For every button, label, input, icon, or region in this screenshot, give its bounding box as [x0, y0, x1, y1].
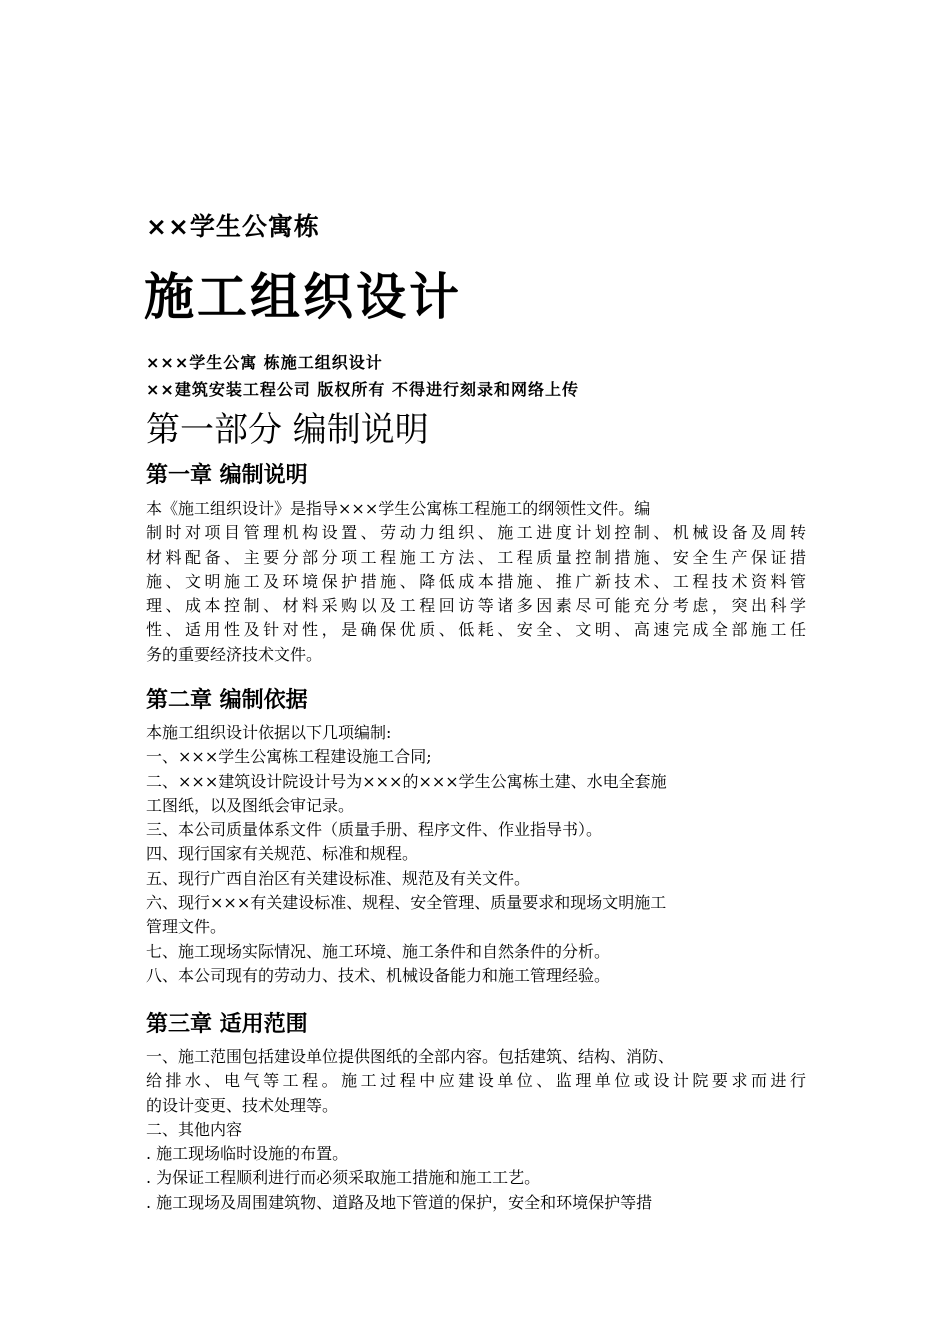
body-line: . 施工现场及周围建筑物、道路及地下管道的保护，安全和环境保护等措 [146, 1192, 653, 1212]
chapter-heading: 第二章 编制依据 [146, 688, 308, 713]
body-line: 二、其他内容 [146, 1119, 243, 1139]
chapter-heading: 第一章 编制说明 [146, 463, 308, 488]
body-line: 工图纸，以及图纸会审记录。 [146, 795, 355, 815]
body-line: . 为保证工程顺利进行而必须采取施工措施和施工工艺。 [146, 1168, 541, 1188]
body-line: 四、现行国家有关规范、标准和规程。 [146, 844, 419, 864]
document-subtitle: ××学生公寓栋 [146, 212, 320, 241]
body-line: 本《施工组织设计》是指导×××学生公寓栋工程施工的纲领性文件。编 [146, 499, 651, 518]
chapter-body [146, 721, 806, 988]
chapter-body [146, 497, 806, 667]
body-line: 五、现行广西自治区有关建设标准、规范及有关文件。 [146, 868, 531, 888]
body-line: 的设计变更、技术处理等。 [146, 1095, 339, 1115]
body-line: 二、×××建筑设计院设计号为×××的×××学生公寓栋土建、水电全套施 [146, 771, 667, 791]
body-line: 给排水、电气等工程。施工过程中应建设单位、监理单位或设计院要求而进行 [146, 1071, 806, 1091]
body-line: 材料配备、主要分部分项工程施工方法、工程质量控制措施、安全生产保证措 [146, 547, 806, 567]
body-line: 管理文件。 [146, 917, 227, 937]
body-line: 施、文明施工及环境保护措施、降低成本措施、推广新技术、工程技术资料管 [146, 571, 806, 591]
body-line: 本施工组织设计依据以下几项编制: [146, 723, 392, 742]
body-line: 务的重要经济技术文件。 [146, 644, 323, 664]
body-line: 一、×××学生公寓栋工程建设施工合同; [146, 747, 432, 767]
chapter-heading: 第三章 适用范围 [146, 1012, 308, 1037]
part-heading: 第一部分 编制说明 [146, 410, 429, 450]
document-title: 施工组织设计 [144, 268, 462, 326]
body-line: 一、施工范围包括建设单位提供图纸的全部内容。包括建筑、结构、消防、 [146, 1047, 675, 1066]
body-line: 性、适用性及针对性，是确保优质、低耗、安全、文明、高速完成全部施工任 [146, 620, 806, 640]
body-line: 八、本公司现有的劳动力、技术、机械设备能力和施工管理经验。 [146, 965, 611, 985]
body-line: 六、现行×××有关建设标准、规程、安全管理、质量要求和现场文明施工 [146, 893, 667, 913]
body-line: 制时对项目管理机构设置、劳动力组织、施工进度计划控制、机械设备及周转 [146, 523, 806, 543]
body-line: 理、成本控制、材料采购以及工程回访等诸多因素尽可能充分考虑，突出科学 [146, 596, 806, 616]
document-meta-line: ×××学生公寓 栋施工组织设计 [146, 353, 383, 372]
body-line: . 施工现场临时设施的布置。 [146, 1144, 349, 1164]
copyright-line: ××建筑安装工程公司 版权所有 不得进行刻录和网络上传 [146, 380, 579, 399]
body-line: 七、施工现场实际情况、施工环境、施工条件和自然条件的分析。 [146, 941, 611, 961]
body-line: 三、本公司质量体系文件（质量手册、程序文件、作业指导书）。 [146, 820, 603, 840]
chapter-body [146, 1045, 806, 1215]
